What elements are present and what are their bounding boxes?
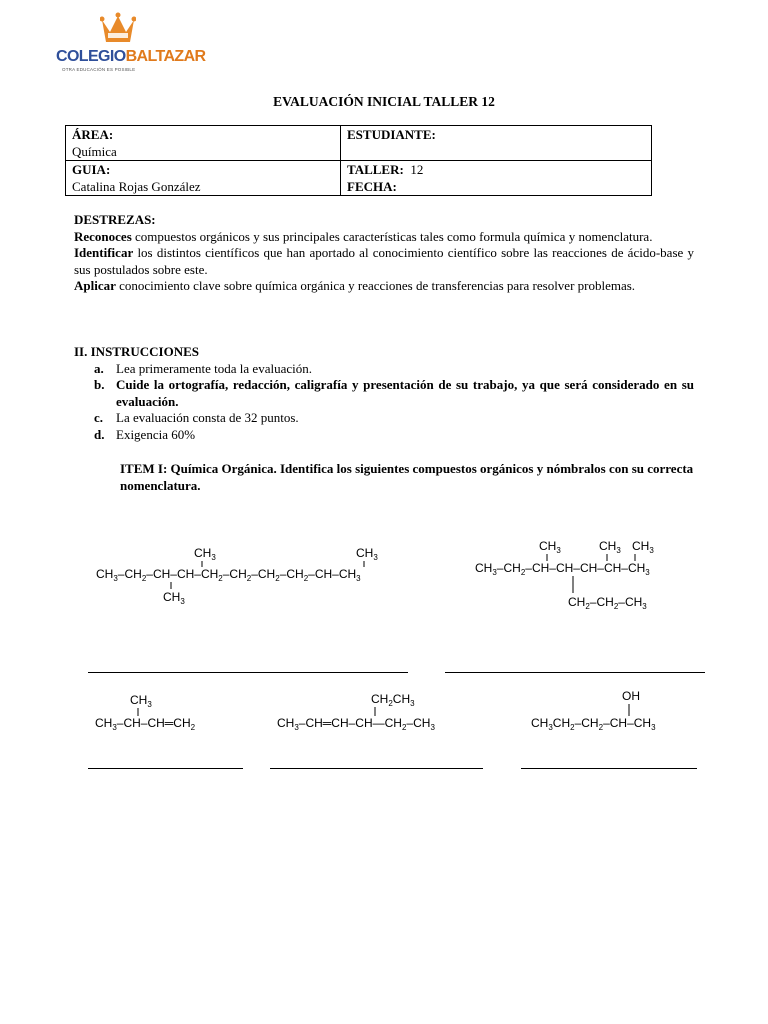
skill-item: Identificar los distintos científicos que han aportado al conocimiento científico sobre las reacciones de ácido-base y sus postulados sobre este. bbox=[74, 245, 694, 277]
structure-3-methyl: $CH_3$ bbox=[130, 693, 152, 709]
structure-5-hydroxyl: OH bbox=[622, 689, 640, 703]
workshop-cell bbox=[341, 161, 652, 196]
answer-line-1[interactable] bbox=[88, 672, 408, 673]
structure-2 bbox=[475, 535, 690, 610]
structure-1-methyl-bottom: $CH_3$ bbox=[163, 590, 185, 606]
instruction-item: d. Exigencia 60% bbox=[94, 426, 196, 442]
guide-value: Catalina Rojas González bbox=[72, 179, 201, 194]
guide-cell bbox=[66, 161, 341, 196]
structure-1-chain: $CH_3-CH_2-CH-CH-CH_2-CH_2-CH_2-CH_2-CH-CH_3$ bbox=[96, 567, 361, 583]
page-title: EVALUACIÓN INICIAL TALLER 12 bbox=[273, 94, 495, 109]
info-table bbox=[65, 125, 652, 196]
skills-section bbox=[74, 212, 694, 295]
structure-2-methyl-2: $CH_3$ bbox=[599, 539, 621, 555]
answer-line-4[interactable] bbox=[270, 768, 483, 769]
workshop-value: 12 bbox=[410, 162, 424, 177]
area-value: Química bbox=[72, 144, 117, 159]
instruction-item: b. Cuide la ortografía, redacción, caligrafía y presentación de su trabajo, ya que será considerado en su evaluación. bbox=[94, 377, 694, 409]
skill-item: Reconoces compuestos orgánicos y sus principales características tales como formula química y nomenclatura. bbox=[74, 228, 653, 244]
skills-heading: DESTREZAS: bbox=[74, 212, 156, 227]
logo-wordmark: COLEGIOBALTAZAR bbox=[56, 48, 206, 65]
date-label[interactable]: FECHA: bbox=[347, 179, 397, 194]
instructions-heading: II. INSTRUCCIONES bbox=[74, 344, 199, 359]
student-cell[interactable] bbox=[341, 126, 652, 161]
structure-2-propyl: $CH_2-CH_2-CH_3$ bbox=[568, 595, 647, 611]
item-1-prompt: ITEM I: Química Orgánica. Identifica los siguientes compuestos orgánicos y nómbralos con su correcta nomenclatura. bbox=[120, 461, 694, 493]
logo-tagline: OTRA EDUCACIÓN ES POSIBLE bbox=[62, 67, 136, 72]
answer-line-5[interactable] bbox=[521, 768, 697, 769]
structure-4-ethyl: $CH_2CH_3$ bbox=[371, 692, 415, 708]
crown-icon bbox=[100, 12, 136, 46]
structure-3 bbox=[95, 690, 225, 735]
structure-4 bbox=[277, 688, 477, 736]
guide-label: GUIA: bbox=[72, 162, 111, 177]
area-label: ÁREA: bbox=[72, 127, 114, 142]
skill-item: Aplicar conocimiento clave sobre química orgánica y reacciones de transferencias para resolver problemas. bbox=[74, 278, 636, 293]
instruction-item: c. La evaluación consta de 32 puntos. bbox=[94, 410, 299, 425]
structure-2-methyl-1: $CH_3$ bbox=[539, 539, 561, 555]
area-cell bbox=[66, 126, 341, 161]
structure-1-methyl-top: $CH_3$ bbox=[194, 546, 216, 562]
structure-2-chain: $CH_3-CH_2-CH-CH-CH-CH-CH_3$ bbox=[475, 561, 650, 577]
instructions-section bbox=[74, 344, 694, 443]
school-logo bbox=[56, 10, 206, 74]
instructions-list bbox=[74, 361, 694, 444]
structure-1-methyl-top-2: $CH_3$ bbox=[356, 546, 378, 562]
structure-4-chain: $CH_3-CH═CH-CH—CH_2-CH_3$ bbox=[277, 716, 435, 732]
structure-1 bbox=[96, 540, 416, 606]
structure-2-methyl-3: $CH_3$ bbox=[632, 539, 654, 555]
student-label: ESTUDIANTE: bbox=[347, 127, 436, 142]
instruction-item: a. Lea primeramente toda la evaluación. bbox=[94, 360, 312, 376]
answer-line-3[interactable] bbox=[88, 768, 243, 769]
structure-5-chain: $CH_3CH_2-CH_2-CH-CH_3$ bbox=[531, 716, 656, 732]
structure-5 bbox=[531, 686, 691, 734]
workshop-label: TALLER: bbox=[347, 162, 404, 177]
answer-line-2[interactable] bbox=[445, 672, 705, 673]
structure-3-chain: $CH_3-CH-CH═CH_2$ bbox=[95, 716, 196, 732]
